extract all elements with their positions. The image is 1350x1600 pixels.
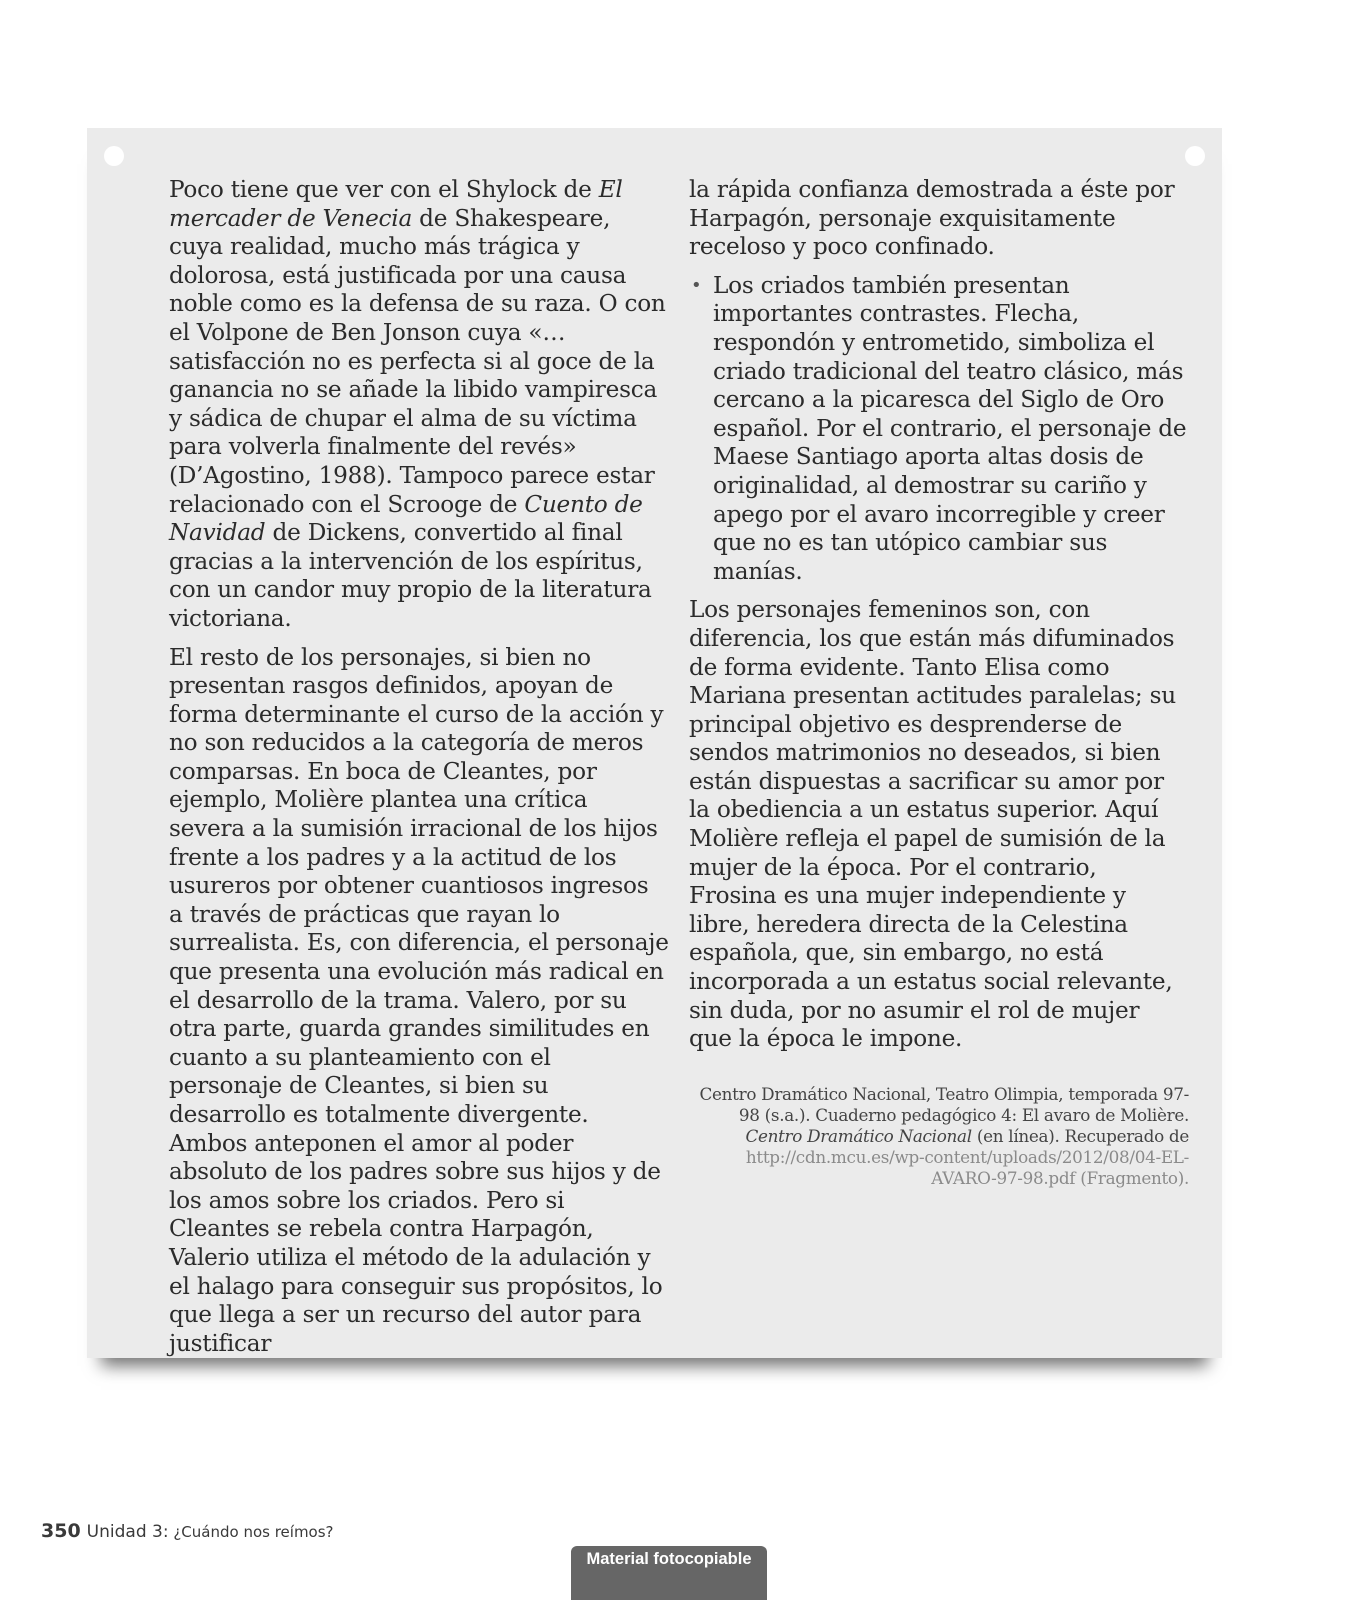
unit-label: Unidad 3: [86, 1522, 169, 1542]
unit-title: ¿Cuándo nos reímos? [168, 1523, 334, 1541]
source-citation: Centro Dramático Nacional, Teatro Olimpia, temporada 97-98 (s.a.). Cuaderno pedagógico 4: El avaro de Molière. Centro Dramático Nacional (en línea). Recuperado de http://cdn.mcu.es/wp-content/uploads/2012/08/04-EL-AVARO-97-98.pdf (Fragmento). [699, 1083, 1189, 1188]
italic-title: Cuento de Navidad [169, 490, 643, 547]
text-segment: Poco tiene que ver con el Shylock de [169, 176, 599, 203]
text-card [87, 128, 1222, 1358]
paragraph-personajes-femeninos: Los personajes femeninos son, con diferencia, los que están más difuminados de forma evidente. Tanto Elisa como Mariana presentan actitudes paralelas; su principal objetivo es desprenderse de sendos matrimonios no deseados, si bien están dispuestas a sacrificar su amor por la obediencia a un estatus superior. Aquí Molière refleja el papel de sumisión de la mujer de la época. Por el contrario, Frosina es una mujer independiente y libre, heredera directa de la Celestina española, que, sin embargo, no está incorporada a un estatus social relevante, sin duda, por no asumir el rol de mujer que la época le impone. [689, 596, 1176, 1053]
bullet-list [689, 272, 1189, 587]
list-item-text: Los criados también presentan importantes contrastes. Flecha, respondón y entrometido, simboliza el criado tradicional del teatro clásico, más cercano a la picaresca del Siglo de Oro español. Por el contrario, el personaje de Maese Santiago aporta altas dosis de originalidad, al demostrar su cariño y apego por el avaro incorregible y creer que no es tan utópico cambiar sus manías. [713, 271, 1187, 585]
text-segment: de Dickens, convertido al final gracias a la intervención de los espíritus, con un candor muy propio de la literatura victoriana. [169, 519, 652, 632]
paragraph-confianza: la rápida confianza demostrada a éste por Harpagón, personaje exquisitamente receloso y poco confinado. [689, 176, 1175, 261]
source-url[interactable]: http://cdn.mcu.es/wp-content/uploads/2012/08/04-EL-AVARO-97-98.pdf [745, 1146, 1189, 1188]
page-footer [41, 1520, 334, 1542]
binder-hole-left [104, 146, 124, 166]
binder-hole-right [1185, 146, 1205, 166]
paragraph-resto-personajes: El resto de los personajes, si bien no presentan rasgos definidos, apoyan de forma determinante el curso de la acción y no son reducidos a la categoría de meros comparsas. En boca de Cleantes, por ejemplo, Molière plantea una crítica severa a la sumisión irracional de los hijos frente a los padres y a la actitud de los usureros por obtener cuantiosos ingresos a través de prácticas que rayan lo surrealista. Es, con diferencia, el personaje que presenta una evolución más radical en el desarrollo de la trama. Valero, por su otra parte, guarda grandes similitudes en cuanto a su planteamiento con el personaje de Cleantes, si bien su desarrollo es totalmente divergente. Ambos anteponen el amor al poder absoluto de los padres sobre sus hijos y de los amos sobre los criados. Pero si Cleantes se rebela contra Harpagón, Valerio utiliza el método de la adulación y el halago para conseguir sus propósitos, lo que llega a ser un recurso del autor para justificar [169, 643, 669, 1357]
page-number: 350 [41, 1520, 81, 1542]
list-item [689, 272, 1189, 587]
right-column [689, 176, 1189, 1189]
left-column [169, 176, 669, 1368]
photocopy-badge: Material fotocopiable [571, 1546, 767, 1600]
paragraph-shylock [169, 176, 669, 634]
italic-title: El mercader de Venecia [169, 176, 623, 232]
bullet-icon: • [691, 274, 702, 296]
text-segment: de Shakespeare, cuya realidad, mucho más trágica y dolorosa, está justificada por una causa noble como es la defensa de su raza. O con el Volpone de Ben Jonson cuya «…satisfacción no es perfecta si al goce de la ganancia no se añade la libido vampiresca y sádica de chupar el alma de su víctima para volverla finalmente del revés» (D’Agostino, 1988). Tampoco parece estar relacionado con el Scrooge de [169, 204, 666, 518]
